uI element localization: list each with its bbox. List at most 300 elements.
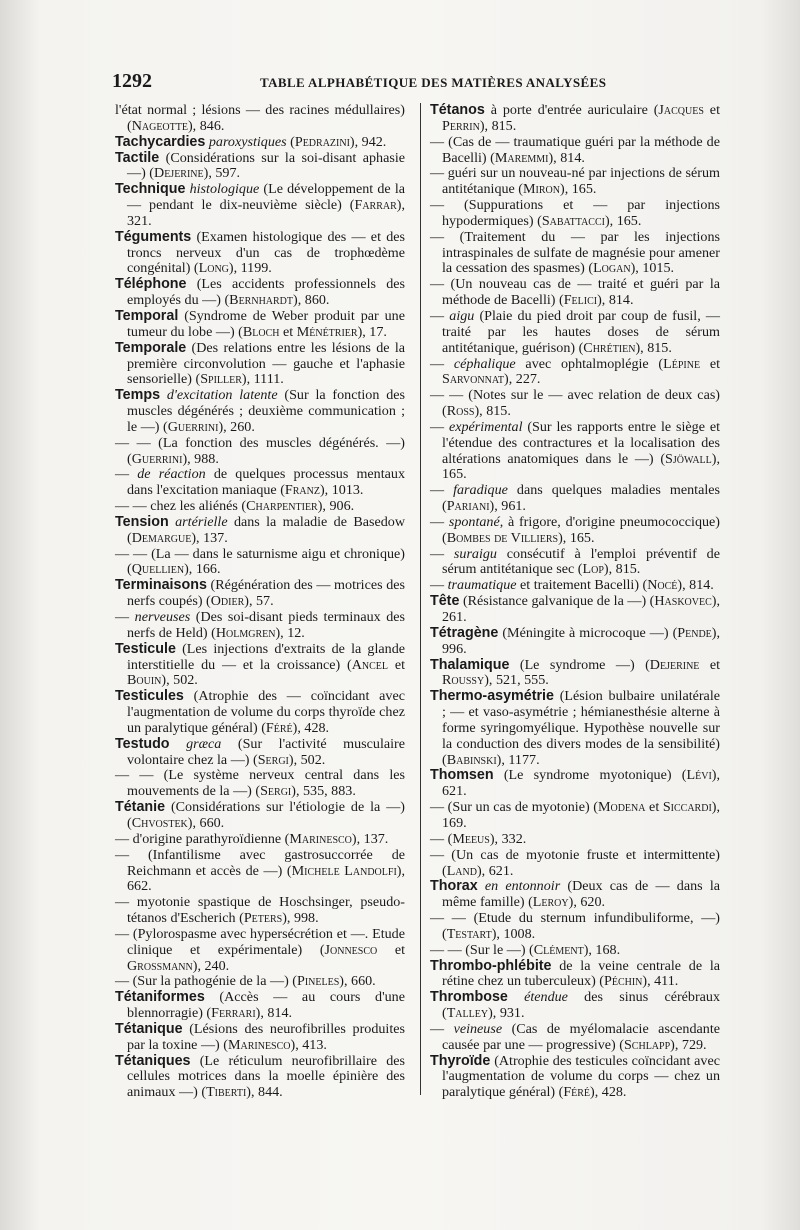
entry-text: — — (Sur le —) ( bbox=[430, 941, 534, 958]
entry-author: Charpentier bbox=[246, 498, 318, 515]
entry-text: ), 1013. bbox=[319, 482, 364, 499]
entry-text: ), 996. bbox=[442, 624, 720, 657]
index-entry bbox=[115, 135, 405, 151]
entry-author: Holmgren bbox=[215, 624, 276, 641]
entry-text: ), 413. bbox=[290, 1036, 327, 1053]
entry-author: Marinesco bbox=[227, 1036, 291, 1053]
entry-author: Meeus bbox=[452, 830, 490, 847]
entry-qualifier: græca bbox=[186, 735, 222, 752]
entry-author: Péchin bbox=[604, 973, 643, 990]
index-entry bbox=[430, 230, 720, 278]
entry-text: ), 931. bbox=[488, 1005, 525, 1022]
entry-heading: Thorax bbox=[430, 878, 478, 895]
entry-qualifier: de réaction bbox=[137, 466, 206, 483]
entry-text: ), 165. bbox=[442, 450, 720, 483]
entry-text: ), 165. bbox=[560, 181, 597, 198]
entry-author: Michele Landolfi bbox=[291, 862, 397, 879]
column-divider bbox=[420, 103, 421, 1095]
entry-author: Peters bbox=[243, 910, 283, 927]
index-entry bbox=[430, 800, 720, 832]
entry-author: Miron bbox=[523, 181, 560, 198]
entry-text: (Syndrome de Weber produit par une tumeur du lobe —) ( bbox=[127, 307, 405, 340]
entry-text: des sinus cérébraux ( bbox=[442, 989, 720, 1022]
entry-text: (Considérations sur la soi-disant aphasie —) ( bbox=[127, 149, 405, 182]
entry-text: et bbox=[388, 656, 405, 673]
entry-text: ), 814. bbox=[597, 292, 634, 309]
entry-text: (Accès — au cours d'une blennorragie) ( bbox=[127, 989, 405, 1022]
entry-text: (Lésions des neurofibrilles produites par la toxine —) ( bbox=[127, 1020, 405, 1053]
entry-qualifier: artérielle bbox=[175, 513, 228, 530]
entry-text: ), 137. bbox=[191, 529, 228, 546]
entry-text: — — (La fonction des muscles dégénérés. —) ( bbox=[115, 434, 405, 467]
index-entry bbox=[115, 927, 405, 975]
entry-text: (Les injections d'extraits de la glande interstitielle du — et la croissance) ( bbox=[127, 640, 405, 673]
entry-author: Clément bbox=[533, 941, 584, 958]
entry-author: Siccardi bbox=[662, 799, 712, 816]
entry-author: Sergi bbox=[260, 783, 292, 800]
page-header bbox=[112, 70, 702, 92]
index-entry bbox=[115, 309, 405, 341]
entry-text: ), 814. bbox=[548, 149, 585, 166]
entry-text: — — (La — dans le saturnisme aigu et chronique) ( bbox=[115, 545, 405, 578]
entry-text: — myotonie spastique de Hoschsinger, pseudo-tétanos d'Escherich ( bbox=[115, 894, 405, 927]
entry-text: ), 411. bbox=[642, 973, 679, 990]
index-entry bbox=[115, 467, 405, 499]
entry-author: Nageotte bbox=[131, 117, 188, 134]
entry-qualifier: suraigu bbox=[453, 545, 497, 562]
entry-heading: Testudo bbox=[115, 735, 170, 752]
entry-heading: Tétaniques bbox=[115, 1052, 191, 1069]
entry-heading: Tétanique bbox=[115, 1020, 183, 1037]
index-entry bbox=[115, 499, 405, 515]
entry-author: Babinski bbox=[446, 751, 497, 768]
entry-author: Lop bbox=[582, 561, 604, 578]
entry-heading: Thermo-asymétrie bbox=[430, 688, 554, 705]
entry-qualifier: aigu bbox=[449, 307, 475, 324]
entry-author: Franz bbox=[284, 482, 320, 499]
entry-text: et bbox=[699, 656, 721, 673]
entry-author: Haskovec bbox=[654, 593, 712, 610]
entry-qualifier: spontané bbox=[448, 513, 500, 530]
entry-text bbox=[160, 387, 167, 403]
index-entry bbox=[430, 357, 720, 389]
entry-text: — bbox=[430, 1020, 454, 1037]
index-entry bbox=[115, 832, 405, 848]
entry-author: Quellien bbox=[131, 561, 185, 578]
entry-heading: Tétragène bbox=[430, 624, 499, 641]
entry-text: (Deux cas de — dans la même famille) ( bbox=[442, 878, 720, 911]
index-entry bbox=[115, 768, 405, 800]
index-entry bbox=[430, 547, 720, 579]
entry-heading: Tête bbox=[430, 593, 460, 610]
index-entry bbox=[430, 103, 720, 135]
entry-author: Bernhardt bbox=[229, 292, 294, 309]
entry-text: — (Cas de — traumatique guéri par la méthode de Bacelli) ( bbox=[430, 133, 720, 166]
entry-text: ), 729. bbox=[670, 1036, 707, 1053]
entry-author: Féré bbox=[265, 719, 293, 736]
entry-text: — (Sur un cas de myotonie) ( bbox=[430, 799, 598, 816]
index-entry bbox=[430, 388, 720, 420]
entry-text: (Le développement de la — pendant le dix-neuvième siècle) ( bbox=[127, 181, 405, 214]
entry-text: — (Infantilisme avec gastrosuccorrée de Reichmann et accès de —) ( bbox=[115, 846, 405, 879]
entry-author: Sjöwall bbox=[665, 450, 712, 467]
entry-text: — — chez les aliénés ( bbox=[115, 498, 247, 515]
entry-author: Féré bbox=[563, 1084, 591, 1101]
entry-text: ), 57. bbox=[244, 593, 274, 610]
entry-author: Ferrari bbox=[211, 1005, 256, 1022]
entry-author: Chrétien bbox=[583, 339, 636, 356]
index-entry bbox=[430, 309, 720, 357]
index-entry bbox=[115, 642, 405, 690]
entry-text: (Des soi-disant pieds terminaux des nerfs de Held) ( bbox=[127, 609, 405, 641]
entry-qualifier: étendue bbox=[524, 989, 568, 1006]
entry-author: Sabattacci bbox=[541, 212, 605, 229]
entry-heading: Tension bbox=[115, 513, 169, 530]
entry-author: Sarvonnat bbox=[442, 371, 505, 388]
entry-text: ), 1111. bbox=[241, 371, 284, 388]
entry-text: à porte d'entrée auriculaire ( bbox=[484, 102, 659, 118]
entry-text: (Considérations sur l'étiologie de la —) ( bbox=[127, 799, 405, 831]
entry-heading: Thrombo-phlébite bbox=[430, 957, 552, 974]
entry-author: Dejerine bbox=[649, 656, 700, 673]
entry-qualifier: histologique bbox=[189, 181, 260, 198]
entry-text: (Méningite à microcoque —) ( bbox=[498, 624, 678, 641]
entry-text: ), 662. bbox=[127, 862, 405, 895]
index-entry bbox=[115, 689, 405, 737]
index-entry bbox=[430, 594, 720, 626]
entry-text: ), 169. bbox=[442, 799, 720, 831]
entry-text: ), 597. bbox=[203, 165, 241, 182]
entry-text: ), 428. bbox=[590, 1084, 627, 1101]
entry-text: et bbox=[377, 941, 405, 958]
entry-heading: Testicules bbox=[115, 688, 184, 705]
index-entry bbox=[115, 277, 405, 309]
index-entry bbox=[115, 848, 405, 896]
entry-text: (Le syndrome myotonique) ( bbox=[493, 767, 687, 784]
index-entry bbox=[115, 1054, 405, 1102]
index-entry bbox=[430, 879, 720, 911]
entry-author: Guerrini bbox=[167, 418, 219, 435]
index-entry bbox=[115, 547, 405, 579]
index-entry bbox=[430, 832, 720, 848]
entry-text: — bbox=[430, 545, 454, 562]
entry-heading: Temporale bbox=[115, 339, 187, 356]
entry-author: Pineles bbox=[297, 973, 340, 990]
entry-author: Marinesco bbox=[289, 830, 352, 847]
entry-author: Jonnesco bbox=[324, 941, 378, 958]
entry-author: Perrin bbox=[442, 117, 480, 134]
entry-heading: Temporal bbox=[115, 307, 179, 324]
entry-author: Logan bbox=[593, 260, 631, 277]
entry-text: — (Pylorospasme avec hypersécrétion et —. Etude clinique et expérimentale) ( bbox=[115, 925, 405, 958]
entry-text: ), 942. bbox=[349, 133, 387, 150]
entry-qualifier: nerveuses bbox=[134, 609, 191, 625]
entry-text: (Résistance galvanique de la —) ( bbox=[459, 593, 655, 610]
index-entry bbox=[430, 959, 720, 991]
entry-text: — bbox=[430, 418, 449, 435]
index-entry bbox=[115, 182, 405, 230]
entry-author: Roussy bbox=[442, 672, 485, 689]
entry-text bbox=[508, 989, 524, 1005]
entry-author: Pende bbox=[677, 624, 712, 641]
entry-text: dans la maladie de Basedow ( bbox=[127, 513, 405, 546]
entry-author: Farrar bbox=[354, 197, 397, 214]
index-entry bbox=[115, 515, 405, 547]
entry-heading: Thalamique bbox=[430, 656, 510, 673]
index-entry bbox=[115, 151, 405, 183]
index-entry bbox=[430, 911, 720, 943]
entry-author: Long bbox=[198, 260, 229, 277]
entry-text: ), 521, 555. bbox=[484, 672, 549, 689]
entry-heading: Tétaniformes bbox=[115, 989, 205, 1006]
entry-author: Guerrini bbox=[131, 450, 183, 467]
entry-author: Bloch bbox=[242, 323, 280, 340]
entry-text: — bbox=[115, 609, 135, 625]
entry-text: ( bbox=[286, 133, 295, 150]
index-entry bbox=[115, 578, 405, 610]
entry-text: — (Un cas de myotonie fruste et intermittente) ( bbox=[430, 846, 720, 879]
entry-text: (Régénération des — motrices des nerfs coupés) ( bbox=[127, 577, 405, 610]
entry-text bbox=[170, 736, 187, 752]
entry-text: et bbox=[703, 102, 720, 118]
entry-text: et bbox=[279, 323, 297, 340]
entry-heading: Tactile bbox=[115, 149, 160, 166]
page-number: 1292 bbox=[112, 70, 152, 92]
index-entry bbox=[115, 230, 405, 278]
index-entry bbox=[115, 1022, 405, 1054]
entry-qualifier: paroxystiques bbox=[208, 133, 287, 150]
entry-text: de quelques processus mentaux dans l'excitation maniaque ( bbox=[127, 466, 405, 499]
index-entry bbox=[430, 626, 720, 658]
index-entry bbox=[430, 848, 720, 880]
entry-text: — bbox=[430, 355, 454, 372]
entry-text: ), 621. bbox=[476, 862, 514, 879]
entry-heading: Tétanie bbox=[115, 799, 166, 816]
entry-text: — (Un nouveau cas de — traité et guéri par la méthode de Bacelli) ( bbox=[430, 276, 720, 309]
entry-text: , à frigore, d'origine pneumococcique) ( bbox=[442, 513, 720, 546]
entry-text: — (Sur la pathogénie de la —) ( bbox=[115, 973, 297, 990]
entry-author: Modena bbox=[597, 799, 646, 816]
entry-text: ), 261. bbox=[442, 593, 720, 625]
entry-author: Ménétrier bbox=[296, 323, 358, 340]
index-entry bbox=[430, 166, 720, 198]
entry-author: Tiberti bbox=[206, 1084, 247, 1101]
entry-text: ), 260. bbox=[218, 418, 255, 435]
entry-author: Felici bbox=[563, 292, 598, 309]
entry-text: — ( bbox=[430, 830, 453, 847]
entry-author: Pariani bbox=[446, 498, 490, 515]
index-entry bbox=[430, 515, 720, 547]
entry-text: (Sur la fonction des muscles dégénérés ; deuxième communication ; le —) ( bbox=[127, 387, 405, 435]
index-entry bbox=[115, 610, 405, 642]
entry-text: (Examen histologique des — et des troncs nerveux d'un cas de trophœdème congénital) ( bbox=[127, 228, 405, 277]
index-entry bbox=[430, 135, 720, 167]
entry-heading: Technique bbox=[115, 181, 186, 198]
entry-text: — — (Le système nerveux central dans les mouvements de la —) ( bbox=[115, 767, 405, 800]
entry-text: ), 815. bbox=[474, 403, 511, 420]
entry-heading: Testicule bbox=[115, 640, 176, 657]
entry-text: (Les accidents professionnels des employés du —) ( bbox=[127, 276, 405, 309]
entry-text: — guéri sur un nouveau-né par injections de sérum antitétanique ( bbox=[430, 165, 720, 198]
entry-author: Demargue bbox=[131, 529, 192, 546]
index-entry bbox=[115, 436, 405, 468]
entry-text: — — (Notes sur le — avec relation de deux cas) ( bbox=[430, 387, 720, 420]
entry-author: Lépine bbox=[663, 355, 701, 372]
entry-text: ), 846. bbox=[187, 117, 225, 134]
entry-text: ), 502. bbox=[161, 672, 198, 689]
entry-text: ), 12. bbox=[275, 624, 305, 641]
index-entry bbox=[115, 990, 405, 1022]
entry-text: ), 17. bbox=[357, 323, 387, 340]
entry-author: Leroy bbox=[532, 894, 569, 911]
entry-author: Nocé bbox=[647, 577, 678, 594]
entry-text: ), 660. bbox=[339, 973, 376, 990]
entry-text: (Cas de myélomalacie ascendante causée par une — progressive) ( bbox=[442, 1020, 721, 1053]
entry-text: ), 321. bbox=[127, 197, 405, 229]
entry-text: ), 502. bbox=[288, 751, 326, 768]
entry-qualifier: en entonnoir bbox=[484, 878, 561, 895]
entry-author: Bouin bbox=[127, 672, 162, 689]
entry-text: — (Suppurations et — par injections hypodermiques) ( bbox=[430, 197, 720, 229]
entry-text: (Lésion bulbaire unilatérale ; — et vaso-asymétrie ; hémianesthésie alterne à forme syringomyélique. Hypothèse nouvelle sur la conduction des divers modes de la sensibilité) ( bbox=[442, 688, 720, 768]
index-entry bbox=[430, 990, 720, 1022]
index-entry bbox=[430, 658, 720, 690]
index-entry bbox=[430, 1022, 720, 1054]
entry-author: Pedrazini bbox=[294, 133, 350, 150]
index-entry bbox=[430, 420, 720, 483]
entry-text: ), 1177. bbox=[496, 751, 540, 768]
entry-text: — (Traitement du — par les injections intraspinales de sulfate de magnésie pour amener la cessation des spasmes) ( bbox=[430, 228, 720, 277]
index-entry bbox=[430, 198, 720, 230]
entry-author: Odier bbox=[210, 593, 245, 610]
entry-text: ), 165. bbox=[604, 212, 642, 229]
index-entry bbox=[115, 341, 405, 389]
entry-text: ), 660. bbox=[187, 814, 225, 831]
entry-qualifier: expérimental bbox=[448, 418, 523, 435]
entry-text: ), 165. bbox=[558, 529, 595, 546]
entry-text: — bbox=[115, 466, 138, 483]
entry-text: avec ophtalmoplégie ( bbox=[515, 355, 664, 372]
entry-heading: Thrombose bbox=[430, 989, 508, 1006]
entry-author: Ross bbox=[446, 403, 475, 420]
entry-text: (Plaie du pied droit par coup de fusil, — traité par les hautes doses de sérum antitétanique, guérison) ( bbox=[442, 307, 720, 356]
entry-text: ), 1199. bbox=[228, 260, 272, 277]
running-head: TABLE ALPHABÉTIQUE DES MATIÈRES ANALYSÉES bbox=[260, 75, 607, 90]
entry-text: et traitement Bacelli) ( bbox=[516, 577, 648, 594]
entry-text: (Des relations entre les lésions de la première circonvolution — gauche et l'aphasie sensorielle) ( bbox=[127, 339, 405, 388]
entry-heading: Tétanos bbox=[430, 102, 485, 118]
entry-text: — d'origine parathyroïdienne ( bbox=[115, 830, 290, 847]
entry-qualifier: céphalique bbox=[453, 355, 516, 372]
entry-text: ), 621. bbox=[442, 767, 720, 800]
entry-text: et bbox=[645, 799, 663, 816]
entry-text: ), 620. bbox=[568, 894, 606, 911]
index-entry bbox=[430, 943, 720, 959]
entry-text: (Atrophie des — coïncidant avec l'augmentation de volume du corps thyroïde chez un paralytique général) ( bbox=[127, 688, 405, 736]
entry-text: ), 815. bbox=[635, 339, 672, 356]
entry-author: Jacques bbox=[658, 102, 704, 118]
entry-text: ), 166. bbox=[184, 561, 221, 578]
entry-text: ), 844. bbox=[246, 1084, 283, 1101]
entry-text: l'état normal ; lésions — des racines médullaires) ( bbox=[115, 102, 405, 134]
entry-author: Dejerine bbox=[154, 165, 204, 182]
entry-heading: Temps bbox=[115, 387, 161, 404]
index-entry bbox=[430, 483, 720, 515]
entry-author: Ancel bbox=[351, 656, 389, 673]
entry-text: — bbox=[430, 577, 448, 594]
entry-text: (Atrophie des testicules coïncidant avec l'augmentation de volume du corps — chez un paralytique général) ( bbox=[442, 1052, 720, 1101]
entry-text: de la veine centrale de la rétine chez un tuberculeux) ( bbox=[442, 957, 720, 990]
entry-author: Chvostek bbox=[131, 814, 188, 831]
entry-text: ), 535, 883. bbox=[291, 783, 356, 800]
entry-author: Testart bbox=[446, 925, 492, 942]
entry-text: — bbox=[430, 513, 449, 530]
entry-text: et bbox=[700, 355, 720, 372]
entry-text: ), 168. bbox=[583, 941, 621, 958]
entry-text: ), 860. bbox=[293, 292, 330, 309]
index-entry bbox=[430, 578, 720, 594]
entry-text: ), 428. bbox=[292, 719, 330, 736]
entry-text: ), 1008. bbox=[491, 925, 536, 942]
entry-text: dans quelques maladies mentales ( bbox=[442, 482, 720, 515]
entry-text: ), 815. bbox=[603, 561, 641, 578]
entry-author: Schlapp bbox=[623, 1036, 671, 1053]
entry-author: Bombes de Villiers bbox=[446, 529, 559, 546]
index-entry bbox=[115, 103, 405, 135]
entry-text: — bbox=[430, 482, 454, 499]
entry-text: — — (Etude du sternum infundibuliforme, —) ( bbox=[430, 910, 720, 942]
index-entry bbox=[430, 277, 720, 309]
entry-heading: Téguments bbox=[115, 228, 192, 245]
entry-text: ), 227. bbox=[504, 371, 541, 388]
index-entry bbox=[115, 737, 405, 769]
entry-text bbox=[478, 878, 485, 894]
entry-text: ), 137. bbox=[351, 830, 389, 847]
right-column bbox=[430, 103, 720, 1101]
index-entry bbox=[115, 800, 405, 832]
index-entry bbox=[430, 1054, 720, 1102]
entry-qualifier: veineuse bbox=[453, 1020, 503, 1037]
entry-author: Maremmi bbox=[494, 149, 549, 166]
entry-text: ), 814. bbox=[677, 577, 714, 594]
entry-qualifier: d'excitation latente bbox=[166, 387, 278, 404]
entry-text: (Le réticulum neurofibrillaire des cellules motrices dans la moelle épinière des animaux —) ( bbox=[127, 1052, 405, 1101]
index-entry bbox=[115, 388, 405, 436]
entry-qualifier: faradique bbox=[453, 482, 508, 499]
entry-author: Talley bbox=[446, 1005, 489, 1022]
entry-author: Sergi bbox=[257, 751, 289, 768]
entry-author: Grossmann bbox=[127, 957, 193, 974]
entry-text: ), 814. bbox=[255, 1005, 293, 1022]
entry-text: ), 1015. bbox=[630, 260, 675, 277]
entry-text: ), 906. bbox=[317, 498, 355, 515]
entry-text: ), 998. bbox=[282, 910, 319, 927]
entry-qualifier: traumatique bbox=[447, 577, 517, 594]
entry-heading: Terminaisons bbox=[115, 577, 207, 594]
left-column bbox=[115, 103, 405, 1101]
entry-text: ), 988. bbox=[182, 450, 219, 467]
entry-text: — bbox=[430, 307, 450, 324]
index-entry bbox=[430, 689, 720, 768]
entry-text: (Sur les rapports entre le siège et l'étendue des contractures et la localisation des altérations anatomiques dans le —) ( bbox=[442, 418, 720, 467]
entry-heading: Tachycardies bbox=[115, 133, 206, 150]
entry-text: consécutif à l'emploi préventif de sérum antitétanique sec ( bbox=[442, 545, 720, 578]
entry-author: Lévi bbox=[686, 767, 712, 784]
index-entry bbox=[115, 974, 405, 990]
index-entry bbox=[430, 768, 720, 800]
entry-text: ), 332. bbox=[489, 830, 527, 847]
entry-author: Land bbox=[446, 862, 477, 879]
